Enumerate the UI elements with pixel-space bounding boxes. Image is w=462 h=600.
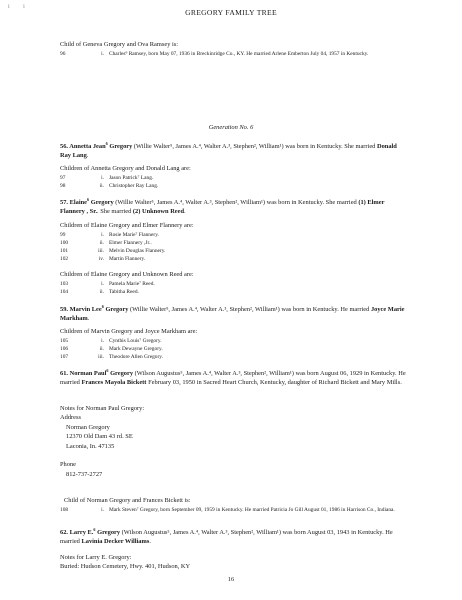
- person-surname: Gregory: [90, 199, 114, 206]
- lineage-text: (Wilson Augustus⁵, James A.⁴, Walter A.³, Stephen², William¹) was born August 06, 1929 in Kentucky. He married: [60, 370, 406, 387]
- child-number: 104: [60, 289, 69, 295]
- spouse-name-1: (1) Elmer Flannery , Sr.: [60, 199, 385, 216]
- children-heading-elaine-reed: Children of Elaine Gregory and Unknown Reed are:: [60, 271, 194, 278]
- child-entry-104: [60, 288, 139, 297]
- child-roman: i.: [101, 507, 104, 513]
- child-roman: ii.: [99, 240, 104, 246]
- child-text: Mark Dewayne Gregory.: [109, 346, 163, 352]
- child-number: 106: [60, 346, 69, 352]
- child-text: Rosie Marie⁷ Flannery.: [109, 232, 159, 238]
- person-surname: Gregory: [109, 143, 133, 150]
- child-roman: i.: [101, 232, 104, 238]
- child-number: 98: [60, 183, 66, 189]
- entry-number: 57.: [60, 199, 68, 206]
- page-number: 16: [227, 576, 235, 583]
- child-roman: ii.: [99, 183, 104, 189]
- spouse-name: Joyce Marie Markham: [60, 306, 405, 323]
- notes-line: Phone: [60, 461, 76, 469]
- notes-line: 12370 Old Dam 43 rd. SE: [66, 433, 133, 441]
- child-text: Mark Steven⁷ Gregory, born September 09, 1959 in Kentucky. He married Patricia Jo Gill August 01, 1986 in Harrison Co., Indiana.: [109, 507, 395, 513]
- children-heading-elaine-flannery: Children of Elaine Gregory and Elmer Flannery are:: [60, 222, 194, 229]
- person-name: Elaine: [69, 199, 88, 206]
- child-roman: iii.: [98, 354, 104, 360]
- notes-line: Laconia, In. 47135: [66, 442, 115, 450]
- children-heading-geneva: Child of Geneva Gregory and Ova Ramsey is:: [60, 41, 179, 48]
- child-text: Elmer Flannery ,Jr..: [109, 240, 152, 246]
- spouse-name: Frances Mayola Bickett: [81, 379, 147, 387]
- child-text: Pamela Marie⁷ Reed.: [109, 281, 155, 287]
- notes-line: [60, 451, 144, 460]
- child-roman: iii.: [98, 248, 104, 254]
- children-heading-norman: Child of Norman Gregory and Frances Bickett is:: [64, 497, 191, 504]
- spouse-name: Lavinia Decker Williams: [81, 538, 150, 546]
- child-roman: i.: [101, 51, 104, 57]
- generation-heading: Generation No. 6: [208, 124, 254, 131]
- child-roman: ii.: [99, 289, 104, 295]
- child-entry-96: [60, 50, 409, 59]
- child-roman: i.: [101, 338, 104, 344]
- spouse-name-2: (2) Unknown Reed: [132, 208, 185, 216]
- person-entry-62: 62. Larry E.$^6$ Gregory (Wilson Augustus⁵, James A.⁴, Walter A.³, Stephen², William¹) was born August 03, 1943 in Kentucky. He married Lavinia Decker Williams.: [60, 526, 393, 546]
- child-entry-108: [60, 506, 424, 515]
- notes-heading: Notes for Norman Paul Gregory:: [60, 405, 145, 412]
- child-number: 101: [60, 248, 69, 254]
- child-roman: ii.: [99, 346, 104, 352]
- person-entry-57: 57. Elaine$^6$ Gregory (Willie Walter⁵, James A.⁴, Walter A.³, Stephen², William¹) was born in Kentucky. She married (1) Elmer Flannery , Sr.. She married (2) Unknown Reed.: [60, 196, 385, 216]
- person-surname: Gregory: [105, 306, 129, 313]
- spouse-name: Donald Ray Lang: [60, 143, 397, 160]
- child-number: 99: [60, 232, 66, 238]
- notes-line: Buried: Hudson Cemetery, Hwy. 401, Hudson, KY: [60, 563, 191, 571]
- generation-sup: 6: [101, 303, 104, 309]
- person-name: Marvin Lee: [69, 306, 102, 313]
- notes-line: 812-737-2727: [66, 470, 103, 478]
- generation-sup: 6: [105, 140, 108, 146]
- child-text: Jason Patrick⁷ Lang.: [109, 175, 154, 181]
- entry-number: 62.: [60, 529, 68, 536]
- child-entry-98: [60, 182, 158, 191]
- person-entry-61: 61. Norman Paul$^6$ Gregory (Wilson Augustus⁵, James A.⁴, Walter A.³, Stephen², William¹) was born August 06, 1929 in Kentucky. He married Frances Mayola Bickett February 03, 1950 in Sacred Heart Church, Kentucky, daughter of Richard Bickett and Mary Mills.: [60, 367, 406, 387]
- notes-norman: [60, 404, 144, 479]
- entry-number: 59.: [60, 306, 68, 313]
- notes-line: Address: [60, 414, 81, 422]
- child-number: 105: [60, 338, 69, 344]
- page-title: GREGORY FAMILY TREE: [185, 8, 277, 17]
- lineage-text: (Willie Walter⁵, James A.⁴, Walter A.³, Stephen², William¹) was born in Kentucky. She married: [133, 143, 376, 150]
- entry-number: 56.: [60, 143, 68, 150]
- generation-sup: 6: [87, 196, 90, 202]
- notes-line: Norman Gregory: [66, 423, 110, 431]
- child-text: Charles⁹ Ramsey, born May 07, 1936 in Breckinridge Co., KY. He married Arlene Emberton July 04, 1957 in Kentucky.: [109, 51, 369, 57]
- child-number: 97: [60, 175, 66, 181]
- person-name: Larry E.: [69, 529, 94, 536]
- person-surname: Gregory: [110, 370, 134, 377]
- person-surname: Gregory: [97, 529, 121, 536]
- child-roman: i.: [101, 281, 104, 287]
- person-name: Norman Paul: [69, 370, 107, 377]
- lineage-text: (Wilson Augustus⁵, James A.⁴, Walter A.³, Stephen², William¹) was born August 03, 1943 in Kentucky. He married: [60, 529, 393, 546]
- child-number: 100: [60, 240, 69, 246]
- child-text: Christopher Ray Lang.: [109, 183, 159, 189]
- lineage-text: (Willie Walter⁵, James A.⁴, Walter A.³, Stephen², William¹) was born in Kentucky. She married: [115, 199, 357, 206]
- child-text: Tabitha Reed.: [109, 289, 139, 295]
- child-entry-107: [60, 353, 163, 362]
- margin-marks: i i: [8, 4, 31, 10]
- entry-number: 61.: [60, 370, 68, 377]
- person-entry-59: 59. Marvin Lee$^6$ Gregory (Willie Walter⁵, James A.⁴, Walter A.³, Stephen², William¹) was born in Kentucky. He married Joyce Marie Markham.: [60, 303, 405, 323]
- person-name: Annetta Jean: [69, 143, 106, 150]
- children-heading-annetta: Children of Annetta Gregory and Donald Lang are:: [60, 165, 191, 172]
- child-text: Martin Flannery.: [109, 256, 146, 262]
- child-entry-102: [60, 255, 145, 264]
- child-number: 108: [60, 507, 69, 513]
- child-number: 102: [60, 256, 69, 262]
- child-number: 96: [60, 51, 66, 57]
- generation-sup: 6: [106, 367, 109, 373]
- lineage-text: (Willie Walter⁵, James A.⁴, Walter A.³, Stephen², William¹) was born in Kentucky. He married: [130, 306, 370, 313]
- generation-sup: 6: [93, 526, 96, 532]
- notes-heading: Notes for Larry E. Gregory:: [60, 554, 132, 561]
- child-text: Melvin Douglas Flannery.: [109, 248, 166, 254]
- child-text: Cynthis Louis⁷ Gregory.: [109, 338, 162, 344]
- notes-larry: [60, 553, 190, 572]
- child-text: Theodore Allen Gregory.: [109, 354, 163, 360]
- person-entry-56: 56. Annetta Jean$^6$ Gregory (Willie Walter⁵, James A.⁴, Walter A.³, Stephen², William¹) was born in Kentucky. She married Donald Ray Lang.: [60, 140, 397, 160]
- children-heading-marvin: Children of Marvin Gregory and Joyce Markham are:: [60, 328, 198, 335]
- child-roman: i.: [101, 175, 104, 181]
- child-number: 107: [60, 354, 69, 360]
- child-roman: iv.: [98, 256, 104, 262]
- child-number: 103: [60, 281, 69, 287]
